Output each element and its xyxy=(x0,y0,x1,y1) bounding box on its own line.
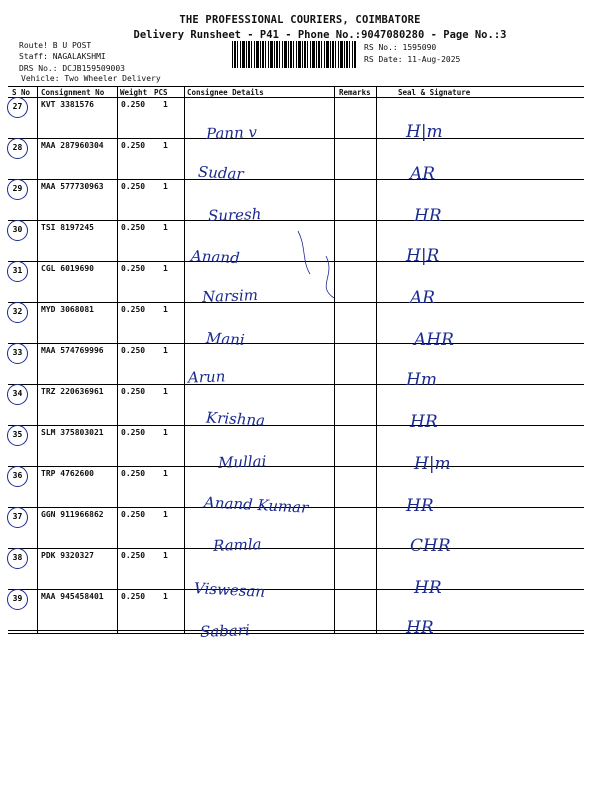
consignment-number: GGN 911966862 xyxy=(41,510,104,519)
seal-signature-handwriting: AHR xyxy=(414,330,454,350)
table-row xyxy=(8,344,584,385)
consignee-handwriting: Sudar xyxy=(197,162,245,184)
header-weight: Weight xyxy=(120,88,148,97)
pcs-value: 1 xyxy=(163,264,168,273)
consignee-handwriting: Narsim xyxy=(201,286,259,306)
consignee-handwriting: Ramla xyxy=(212,535,262,555)
table-row xyxy=(8,426,584,467)
weight-value: 0.250 xyxy=(121,264,146,273)
serial-number: 28 xyxy=(7,138,28,159)
pcs-value: 1 xyxy=(163,346,168,355)
pcs-value: 1 xyxy=(163,469,168,478)
weight-value: 0.250 xyxy=(121,141,146,150)
table-row xyxy=(8,180,584,221)
header-pcs: PCS xyxy=(154,88,168,97)
serial-number: 35 xyxy=(7,425,28,446)
consignment-number: MAA 574769996 xyxy=(41,346,104,355)
consignment-number: MAA 945458401 xyxy=(41,592,104,601)
serial-number: 36 xyxy=(7,466,28,487)
consignment-number: MAA 577730963 xyxy=(41,182,104,191)
consignee-handwriting: Krishna xyxy=(205,408,266,430)
consignee-handwriting: Anand Kumar xyxy=(203,493,309,517)
seal-signature-handwriting: AR xyxy=(410,288,436,308)
weight-value: 0.250 xyxy=(121,469,146,478)
seal-signature-handwriting: AR xyxy=(410,164,436,184)
header-remarks: Remarks xyxy=(339,88,371,97)
weight-value: 0.250 xyxy=(121,100,146,109)
pcs-value: 1 xyxy=(163,100,168,109)
consignee-handwriting: Suresh xyxy=(207,205,262,225)
consignee-handwriting: Viswesan xyxy=(193,579,266,601)
serial-number: 31 xyxy=(7,261,28,282)
weight-value: 0.250 xyxy=(121,346,146,355)
seal-signature-handwriting: HR xyxy=(414,206,442,226)
pcs-value: 1 xyxy=(163,428,168,437)
pcs-value: 1 xyxy=(163,592,168,601)
consignment-number: TRZ 220636961 xyxy=(41,387,104,396)
staff-label: Staff: NAGALAKSHMI xyxy=(19,52,106,61)
weight-value: 0.250 xyxy=(121,428,146,437)
seal-signature-handwriting: HR xyxy=(414,578,442,598)
serial-number: 27 xyxy=(7,97,28,118)
seal-signature-handwriting: Hm xyxy=(406,370,437,390)
pen-scribble xyxy=(296,226,356,306)
seal-signature-handwriting: H|m xyxy=(406,122,443,142)
serial-number: 32 xyxy=(7,302,28,323)
pcs-value: 1 xyxy=(163,182,168,191)
consignment-number: SLM 375803021 xyxy=(41,428,104,437)
pcs-value: 1 xyxy=(163,387,168,396)
row-rule xyxy=(8,630,584,631)
consignee-handwriting: Mullai xyxy=(217,452,267,472)
rs-date: RS Date: 11-Aug-2025 xyxy=(364,55,461,64)
vehicle-label: Vehicle: Two Wheeler Delivery xyxy=(21,74,161,83)
pcs-value: 1 xyxy=(163,510,168,519)
seal-signature-handwriting: HR xyxy=(406,618,434,638)
seal-signature-handwriting: HR xyxy=(410,412,438,432)
consignee-handwriting: Pann v xyxy=(205,123,258,143)
consignment-number: CGL 6019690 xyxy=(41,264,94,273)
table-row xyxy=(8,303,584,344)
weight-value: 0.250 xyxy=(121,305,146,314)
company-title: THE PROFESSIONAL COURIERS, COIMBATORE xyxy=(179,14,421,26)
runsheet-title: Delivery Runsheet - P41 - Phone No.:9047080280 - Page No.:3 xyxy=(133,29,507,41)
weight-value: 0.250 xyxy=(121,182,146,191)
serial-number: 34 xyxy=(7,384,28,405)
pcs-value: 1 xyxy=(163,551,168,560)
pcs-value: 1 xyxy=(163,223,168,232)
consignment-number: TSI 8197245 xyxy=(41,223,94,232)
consignee-handwriting: Arun xyxy=(187,367,226,387)
consignment-number: PDK 9320327 xyxy=(41,551,94,560)
serial-number: 37 xyxy=(7,507,28,528)
weight-value: 0.250 xyxy=(121,223,146,232)
weight-value: 0.250 xyxy=(121,551,146,560)
seal-signature-handwriting: HR xyxy=(406,496,434,516)
consignment-number: MYD 3068081 xyxy=(41,305,94,314)
header-s-no: S No xyxy=(12,88,31,97)
serial-number: 33 xyxy=(7,343,28,364)
seal-signature-handwriting: CHR xyxy=(410,536,451,556)
consignee-handwriting: Sabari xyxy=(199,621,251,641)
consignee-handwriting: Mani xyxy=(205,328,246,350)
table-row xyxy=(8,98,584,139)
header-consignment: Consignment No xyxy=(41,88,105,97)
pcs-value: 1 xyxy=(163,305,168,314)
route-label: Route! B U POST xyxy=(19,41,92,50)
header-consignee: Consignee Details xyxy=(187,88,264,97)
drs-number: DRS No.: DCJB159509003 xyxy=(19,64,125,73)
runsheet-table xyxy=(8,86,584,641)
table-bottom-rule xyxy=(8,633,584,634)
serial-number: 39 xyxy=(7,589,28,610)
weight-value: 0.250 xyxy=(121,387,146,396)
table-top-rule xyxy=(8,86,584,87)
consignee-handwriting: Anand xyxy=(190,246,241,268)
rs-number: RS No.: 1595090 xyxy=(364,43,437,52)
weight-value: 0.250 xyxy=(121,592,146,601)
table-row xyxy=(8,590,584,631)
weight-value: 0.250 xyxy=(121,510,146,519)
header-seal: Seal & Signature xyxy=(398,88,471,97)
serial-number: 30 xyxy=(7,220,28,241)
serial-number: 38 xyxy=(7,548,28,569)
table-row xyxy=(8,139,584,180)
table-row xyxy=(8,385,584,426)
barcode xyxy=(232,41,356,68)
consignment-number: TRP 4762600 xyxy=(41,469,94,478)
seal-signature-handwriting: H|R xyxy=(406,246,440,266)
seal-signature-handwriting: H|m xyxy=(414,454,451,474)
pcs-value: 1 xyxy=(163,141,168,150)
consignment-number: KVT 3381576 xyxy=(41,100,94,109)
table-row xyxy=(8,549,584,590)
serial-number: 29 xyxy=(7,179,28,200)
consignment-number: MAA 287960304 xyxy=(41,141,104,150)
